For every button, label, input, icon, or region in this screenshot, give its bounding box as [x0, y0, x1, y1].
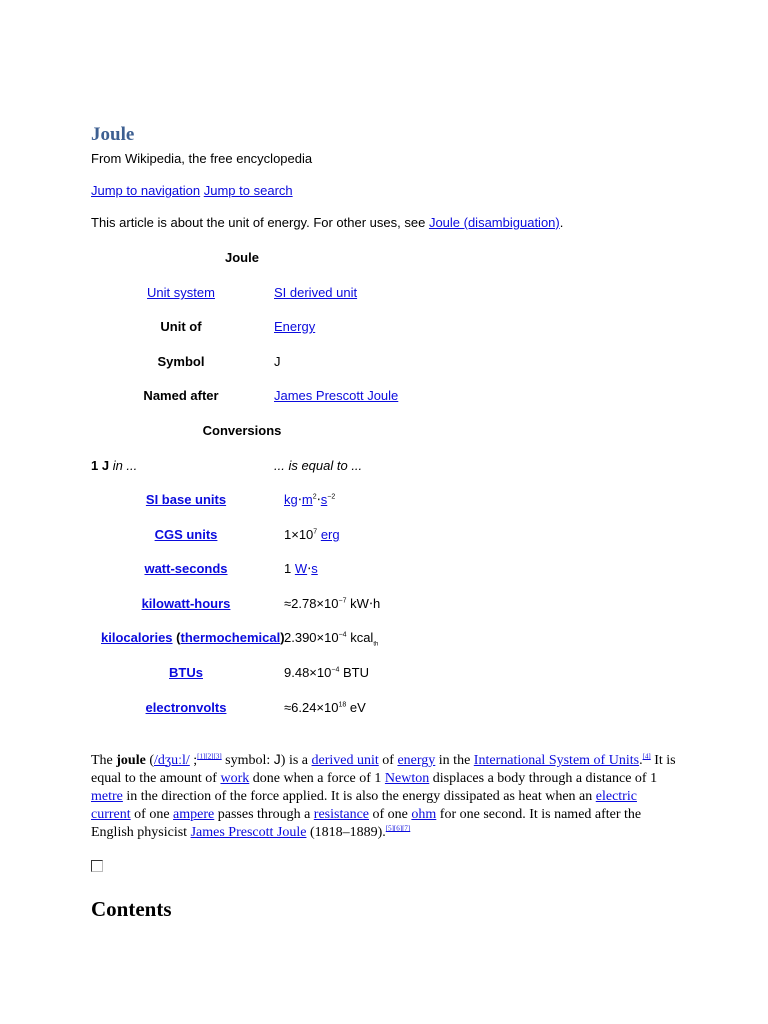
- lead-text: of one: [130, 807, 174, 822]
- infobox-label-named-after: Named after: [143, 388, 219, 403]
- infobox-value-symbol: J: [274, 354, 281, 369]
- kcal-unit: kcal: [350, 630, 374, 645]
- m-link[interactable]: m: [301, 492, 313, 507]
- ev-unit: eV: [349, 700, 366, 715]
- lead-text: symbol:: [221, 753, 274, 768]
- s-link[interactable]: s: [320, 492, 328, 507]
- conversion-col1-header: [91, 458, 137, 473]
- resistance-link[interactable]: resistance: [313, 807, 369, 822]
- work-link[interactable]: work: [220, 771, 250, 786]
- watt-link[interactable]: W: [294, 561, 308, 576]
- conv-cgs-units-link[interactable]: CGS units: [154, 527, 218, 542]
- hatnote-period: .: [559, 215, 564, 230]
- ref-5-7-link[interactable]: [5][6][7]: [385, 824, 411, 833]
- conversions-heading: Conversions: [202, 423, 282, 438]
- lead-text: done when a force of 1: [249, 771, 385, 786]
- infobox-value-james-prescott-joule[interactable]: James Prescott Joule: [274, 388, 399, 403]
- page-title: Joule: [91, 124, 135, 145]
- ref-1-3-link[interactable]: [1][2][3]: [197, 752, 222, 761]
- ev-mantissa: ≈6.24×10: [284, 700, 339, 715]
- ref-4-link[interactable]: [4]: [642, 752, 651, 761]
- kwh-exponent: −7: [338, 597, 347, 605]
- ohm-link[interactable]: ohm: [411, 807, 437, 822]
- kg-link[interactable]: kg: [284, 492, 298, 507]
- hatnote: [91, 215, 563, 230]
- lead-text: displaces a body through a distance of 1: [429, 771, 658, 786]
- infobox-value-si-derived-unit[interactable]: SI derived unit: [274, 285, 358, 300]
- ampere-link[interactable]: ampere: [173, 807, 215, 822]
- kcal-exponent: −4: [338, 631, 347, 639]
- jump-to-navigation-link[interactable]: Jump to navigation: [91, 183, 201, 198]
- conv-electronvolts-link[interactable]: electronvolts: [145, 700, 227, 715]
- infobox-value-energy[interactable]: Energy: [274, 319, 316, 334]
- lead-paragraph: [91, 750, 679, 842]
- lead-text: .: [639, 753, 643, 768]
- kcal-subscript: th: [373, 641, 379, 648]
- jump-links: [91, 183, 293, 198]
- conv-kwh-value: [284, 596, 380, 612]
- kilocalories-link[interactable]: kilocalories: [101, 630, 173, 645]
- cgs-exponent: 7: [313, 528, 318, 536]
- infobox-heading: Joule: [225, 250, 259, 265]
- kcal-mantissa: 2.390×10: [284, 630, 339, 645]
- lead-text: ) is a: [280, 753, 312, 768]
- contents-heading: Contents: [91, 897, 172, 921]
- disambiguation-link[interactable]: Joule (disambiguation): [428, 215, 560, 230]
- derived-unit-link[interactable]: derived unit: [311, 753, 379, 768]
- infobox-label-symbol: Symbol: [157, 354, 205, 369]
- lead-text: of: [378, 753, 398, 768]
- s-exponent: −2: [327, 493, 336, 501]
- conv-btu-value: [284, 665, 369, 680]
- lead-text: The: [91, 753, 117, 768]
- conv-ev-value: [284, 700, 366, 715]
- in-label: in ...: [112, 458, 138, 473]
- lead-text: (: [145, 753, 154, 768]
- conv-si-base-units-link[interactable]: SI base units: [145, 492, 227, 507]
- si-link[interactable]: International System of Units: [473, 753, 640, 768]
- hatnote-text: This article is about the unit of energy. For other uses, see: [91, 215, 429, 230]
- infobox-label-unit-system[interactable]: Unit system: [147, 285, 215, 300]
- lead-text: It is equal to the amount of: [91, 753, 676, 786]
- energy-link[interactable]: energy: [397, 753, 436, 768]
- lead-text: for one second. It is named after the English physicist: [91, 807, 642, 840]
- james-prescott-joule-link[interactable]: James Prescott Joule: [190, 825, 307, 840]
- cgs-mantissa: 1×10: [284, 527, 314, 542]
- newton-link[interactable]: Newton: [384, 771, 430, 786]
- lead-text: ;: [189, 753, 198, 768]
- erg-link[interactable]: erg: [320, 527, 340, 542]
- conv-kcal-value: [284, 630, 379, 648]
- btu-exponent: −4: [331, 666, 340, 674]
- btu-unit: BTU: [342, 665, 369, 680]
- lead-text: of one: [369, 807, 412, 822]
- conv-btus-link[interactable]: BTUs: [169, 665, 203, 680]
- symbol-j: J: [273, 751, 281, 767]
- btu-mantissa: 9.48×10: [284, 665, 332, 680]
- toc-toggle-checkbox[interactable]: [91, 860, 103, 872]
- lead-text: passes through a: [214, 807, 314, 822]
- conv-cgs-value: [284, 527, 340, 542]
- kwh-mantissa: ≈2.78×10: [284, 596, 339, 611]
- second-link[interactable]: s: [311, 561, 318, 576]
- one-joule: 1 J: [91, 458, 110, 473]
- lead-text: (1818–1889).: [306, 825, 386, 840]
- lead-text: in the: [435, 753, 474, 768]
- ev-exponent: 18: [338, 701, 347, 709]
- joule-bold: joule: [116, 753, 146, 768]
- electric-current-link[interactable]: electric current: [91, 789, 637, 822]
- conversion-col2-header: ... is equal to ...: [274, 458, 363, 473]
- conv-kilowatt-hours-link[interactable]: kilowatt-hours: [141, 596, 231, 611]
- conv-si-value: $kg\cdot m^2\cdot s^{-2}$: [284, 492, 336, 507]
- kwh-unit: kW⋅h: [350, 596, 381, 611]
- jump-to-search-link[interactable]: Jump to search: [203, 183, 293, 198]
- conv-ws-value: 1 W⋅s: [284, 561, 318, 576]
- metre-link[interactable]: metre: [91, 789, 123, 804]
- m-exponent: 2: [312, 493, 317, 501]
- lead-text: in the direction of the force applied. It is also the energy dissipated as heat when an: [122, 789, 596, 804]
- infobox-label-unit-of: Unit of: [160, 319, 202, 334]
- tagline: From Wikipedia, the free encyclopedia: [91, 151, 313, 166]
- conv-kcal-label: kilocalories (thermochemical): [101, 630, 285, 645]
- conv-watt-seconds-link[interactable]: watt-seconds: [144, 561, 228, 576]
- thermochemical-link[interactable]: thermochemical: [180, 630, 281, 645]
- ws-number: 1: [284, 561, 292, 576]
- ipa-link[interactable]: /dʒuːl/: [154, 753, 190, 768]
